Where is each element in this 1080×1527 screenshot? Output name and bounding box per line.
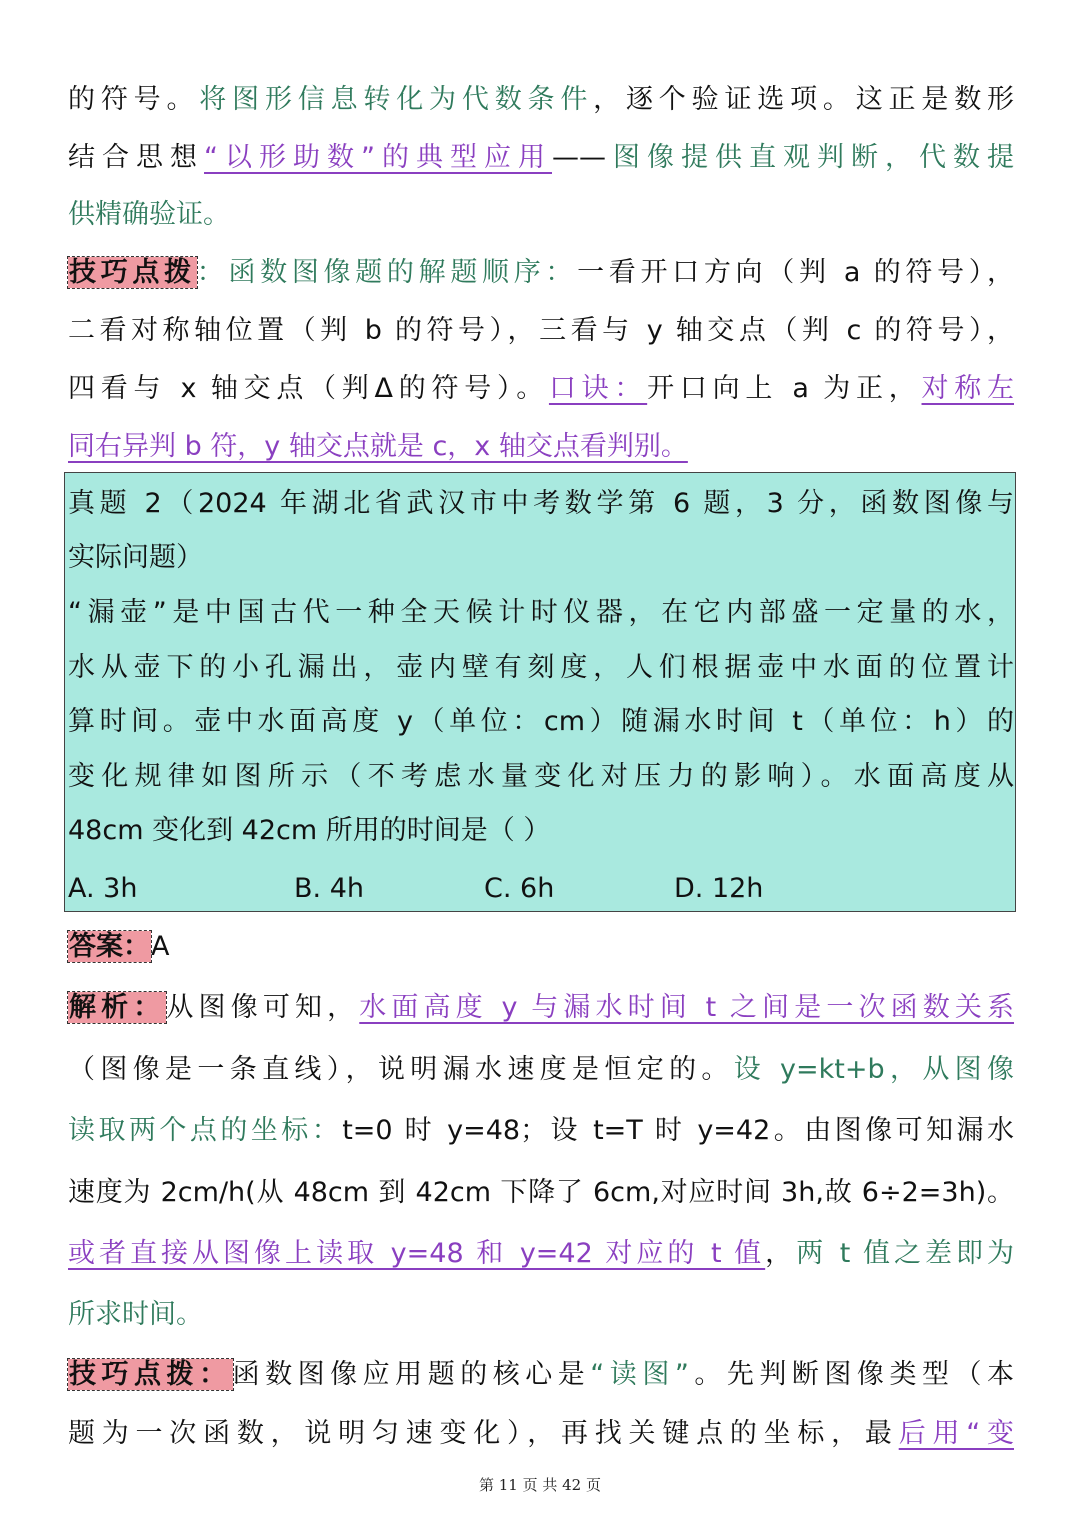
text-segment: 对称左 <box>921 373 1014 404</box>
text-line <box>68 138 1014 178</box>
text-line <box>68 811 1014 851</box>
text-line <box>68 1414 1014 1454</box>
text-line <box>68 648 1014 688</box>
text-line <box>68 484 1014 524</box>
text-segment: 一看开口方向（判 a 的符号）， <box>577 257 1015 288</box>
text-line <box>68 427 1014 467</box>
text-segment: 算时间。壶中水面高度 y（单位：cm）随漏水时间 t（单位：h）的 <box>68 706 1014 737</box>
text-segment: 设 y=kt+b，从图像 <box>733 1054 1015 1085</box>
text-segment: 48cm 变化到 42cm 所用的时间是（ ） <box>68 815 551 846</box>
text-segment: 函数图像应用题的核心是 <box>232 1359 591 1390</box>
text-segment: 。先判断图像类型（本 <box>688 1359 1015 1390</box>
page-footer: 第 11 页 共 42 页 <box>478 1476 601 1494</box>
option-a: A. 3h <box>68 873 138 904</box>
option-b: B. 4h <box>294 873 364 904</box>
text-line <box>68 593 1014 633</box>
text-line <box>68 369 1014 409</box>
text-segment: ：函数图像题的解题顺序： <box>196 257 578 288</box>
text-segment: 变化规律如图所示（不考虑水量变化对压力的影响）。水面高度从 <box>68 761 1014 792</box>
text-segment: 供精确验证。 <box>68 199 230 230</box>
text-segment: “读图” <box>590 1359 689 1390</box>
section-label: 解析： <box>69 992 166 1023</box>
text-line <box>68 80 1014 120</box>
text-segment: 实际问题） <box>68 542 203 573</box>
section-label: 技巧点拨 <box>69 257 196 288</box>
text-line <box>68 1173 1014 1213</box>
text-segment: 读取两个点的坐标： <box>68 1115 343 1146</box>
text-segment: 两 t 值之差即为 <box>796 1238 1014 1269</box>
option-c: C. 6h <box>484 873 555 904</box>
section-label: 技巧点拨： <box>69 1359 232 1390</box>
text-line <box>68 538 1014 578</box>
text-segment: —— <box>552 142 606 173</box>
text-line <box>68 195 1014 235</box>
text-segment: 水从壶下的小孔漏出，壶内壁有刻度，人们根据壶中水面的位置计 <box>68 652 1014 683</box>
text-segment: 图像提供直观判断，代数提 <box>606 142 1015 173</box>
text-segment: 四看与 x 轴交点（判Δ的符号）。 <box>68 373 549 404</box>
text-segment: （图像是一条直线），说明漏水速度是恒定的。 <box>68 1054 734 1085</box>
text-segment: 后用“变 <box>898 1418 1014 1449</box>
text-segment: 水面高度 y 与漏水时间 t 之间是一次函数关系 <box>359 992 1015 1023</box>
text-segment: 真题 2（2024 年湖北省武汉市中考数学第 6 题，3 分，函数图像与 <box>68 488 1014 519</box>
text-segment: “漏壶”是中国古代一种全天候计时仪器，在它内部盛一定量的水， <box>68 597 1014 628</box>
text-line <box>68 702 1014 742</box>
text-segment: 的符号。 <box>68 84 200 115</box>
text-segment: ，逐个验证选项。这正是数形 <box>593 84 1015 115</box>
text-line <box>68 1111 1014 1151</box>
text-segment: 开口向上 a 为正， <box>647 373 922 404</box>
option-d: D. 12h <box>674 873 764 904</box>
text-segment: 从图像可知， <box>166 992 360 1023</box>
text-segment: 同右异判 b 符，y 轴交点就是 c，x 轴交点看判别。 <box>68 431 688 462</box>
text-segment: 二看对称轴位置（判 b 的符号），三看与 y 轴交点（判 c 的符号）， <box>68 315 1014 346</box>
section-label: 答案： <box>69 931 150 962</box>
text-line <box>68 253 1014 293</box>
text-segment: 口诀： <box>548 373 648 404</box>
text-segment: 结合思想 <box>68 142 205 173</box>
text-segment: A <box>151 931 170 962</box>
text-segment: 将图形信息转化为代数条件 <box>199 84 594 115</box>
text-line <box>68 1295 1014 1335</box>
text-line <box>68 1355 1014 1395</box>
text-segment: 题为一次函数，说明匀速变化），再找关键点的坐标，最 <box>68 1418 899 1449</box>
text-segment: ， <box>765 1238 797 1269</box>
text-segment: 所求时间。 <box>68 1299 203 1330</box>
text-segment: 或者直接从图像上读取 y=48 和 y=42 对应的 t 值 <box>68 1238 766 1269</box>
text-line <box>68 1050 1014 1090</box>
text-segment: “以形助数”的典型应用 <box>204 142 552 173</box>
text-line <box>68 311 1014 351</box>
text-line <box>68 988 1014 1028</box>
text-line <box>68 757 1014 797</box>
text-segment: 速度为 2cm/h(从 48cm 到 42cm 下降了 6cm,对应时间 3h,故 6÷2=3h)。 <box>68 1177 1014 1208</box>
text-line <box>68 1234 1014 1274</box>
text-line <box>68 927 1014 967</box>
text-segment: t=0 时 y=48；设 t=T 时 y=42。由图像可知漏水 <box>342 1115 1015 1146</box>
